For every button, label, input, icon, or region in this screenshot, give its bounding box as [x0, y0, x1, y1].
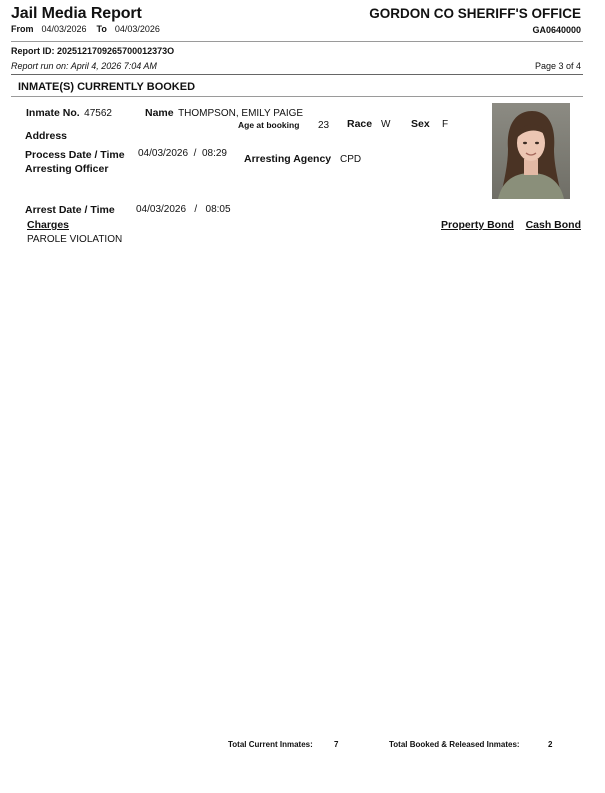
process-date: 04/03/2026 — [138, 148, 189, 159]
arresting-agency-value: CPD — [340, 154, 362, 165]
from-label: From — [11, 24, 34, 34]
report-run-on: Report run on: April 4, 2026 7:04 AM — [11, 61, 157, 71]
cash-bond-label: Cash Bond — [525, 219, 581, 231]
property-bond-label: Property Bond — [441, 219, 514, 231]
arrest-time: 08:05 — [205, 204, 231, 215]
process-separator: / — [193, 148, 197, 159]
header-divider — [11, 41, 583, 42]
total-current-label: Total Current Inmates: — [228, 740, 313, 749]
arresting-agency-label: Arresting Agency — [244, 153, 332, 165]
report-id: Report ID: 2025121709265700012373O — [11, 46, 175, 56]
arrest-date: 04/03/2026 — [136, 204, 187, 215]
process-label: Process Date / Time — [25, 149, 125, 161]
process-datetime — [138, 148, 227, 159]
to-date: 04/03/2026 — [114, 24, 160, 34]
from-date: 04/03/2026 — [41, 24, 87, 34]
inmate-name — [145, 103, 303, 121]
arrest-datetime — [136, 204, 231, 215]
sex-value: F — [442, 119, 449, 130]
inmate-number — [26, 103, 112, 121]
inmate-no-label: Inmate No. — [26, 107, 80, 119]
address-label: Address — [25, 130, 68, 142]
arresting-officer-label: Arresting Officer — [25, 163, 109, 175]
charges-label: Charges — [27, 219, 70, 231]
report-title: Jail Media Report — [11, 5, 142, 22]
age-value: 23 — [318, 120, 330, 131]
agency-ori: GA0640000 — [532, 25, 581, 35]
name-value: THOMPSON, EMILY PAIGE — [178, 108, 304, 119]
name-label: Name — [145, 107, 174, 119]
sex-label: Sex — [411, 118, 430, 130]
section-top-rule — [11, 74, 583, 75]
arrest-separator: / — [194, 204, 198, 215]
total-current-value: 7 — [334, 740, 339, 749]
page-number: Page 3 of 4 — [534, 61, 581, 71]
date-range — [11, 24, 170, 34]
inmate-photo — [492, 103, 570, 199]
arrest-label: Arrest Date / Time — [25, 204, 115, 216]
agency-name: GORDON CO SHERIFF'S OFFICE — [369, 6, 581, 21]
total-booked-label: Total Booked & Released Inmates: — [389, 740, 520, 749]
age-label: Age at booking — [238, 120, 300, 130]
section-bottom-rule — [11, 96, 583, 97]
section-title: INMATE(S) CURRENTLY BOOKED — [18, 81, 196, 93]
total-booked-value: 2 — [548, 740, 553, 749]
charge-item: PAROLE VIOLATION — [27, 234, 123, 245]
to-label: To — [96, 24, 107, 34]
arresting-agency — [244, 149, 361, 167]
race-label: Race — [347, 118, 373, 130]
inmate-no-value: 47562 — [84, 108, 112, 119]
process-time: 08:29 — [201, 148, 227, 159]
race-value: W — [381, 119, 391, 130]
